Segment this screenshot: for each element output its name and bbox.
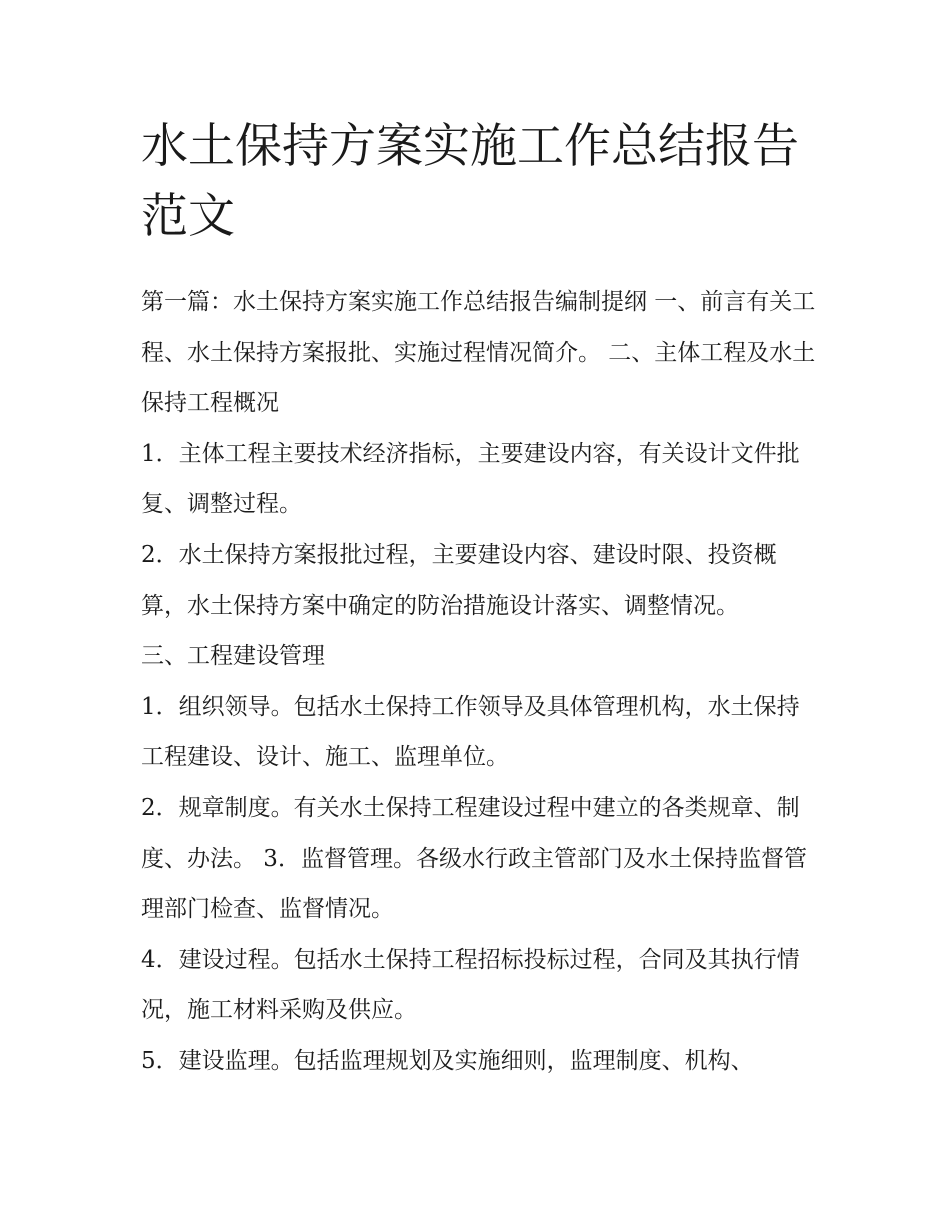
paragraph-construction-process: 4．建设过程。包括水土保持工程招标投标过程，合同及其执行情况，施工材料采购及供应。 <box>141 946 800 1024</box>
document-title: 水土保持方案实施工作总结报告范文 <box>141 119 799 244</box>
paragraph-organization: 1．组织领导。包括水土保持工作领导及具体管理机构，水土保持工程建设、设计、施工、监理单位。 <box>141 693 800 771</box>
paragraph-preface: 第一篇：水土保持方案实施工作总结报告编制提纲 一、前言有关工程、水土保持方案报批、实施过程情况简介。 二、主体工程及水土保持工程概况 <box>141 289 816 417</box>
section-heading-3: 三、工程建设管理 <box>141 643 325 670</box>
paragraph-supervision: 5．建设监理。包括监理规划及实施细则，监理制度、机构、 <box>141 1047 754 1074</box>
document-body <box>141 277 821 1087</box>
paragraph-item-2: 2．水土保持方案报批过程，主要建设内容、建设时限、投资概算，水土保持方案中确定的防治措施设计落实、调整情况。 <box>141 541 777 619</box>
paragraph-regulations: 2．规章制度。有关水土保持工程建设过程中建立的各类规章、制度、办法。 3．监督管理。各级水行政主管部门及水土保持监督管理部门检查、监督情况。 <box>141 794 807 923</box>
document-page <box>141 112 821 1087</box>
paragraph-item-1: 1．主体工程主要技术经济指标，主要建设内容，有关设计文件批复、调整过程。 <box>141 440 800 518</box>
